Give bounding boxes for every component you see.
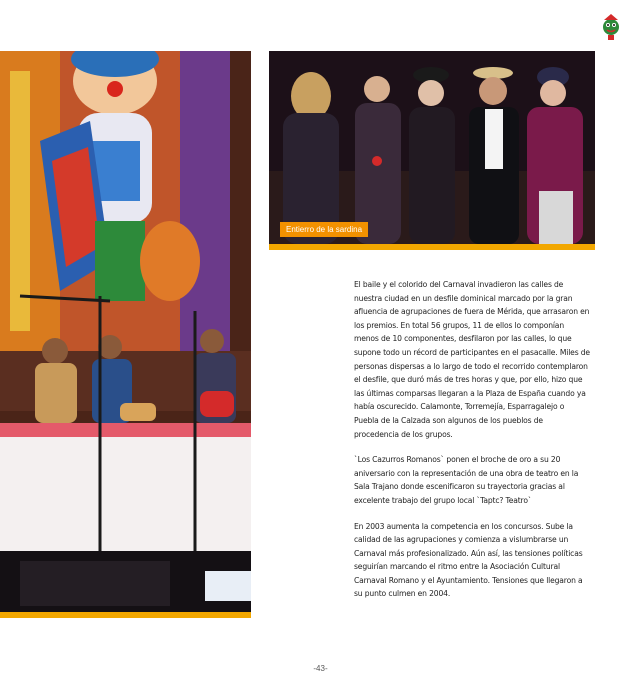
photo-caption: Entierro de la sardina bbox=[280, 222, 368, 237]
page-number: -43- bbox=[313, 664, 328, 673]
group-photo bbox=[269, 51, 595, 244]
stage-photo bbox=[0, 51, 251, 612]
carnival-mascot-icon bbox=[600, 14, 622, 40]
group-illustration bbox=[269, 51, 595, 244]
right-accent-bar bbox=[269, 244, 595, 250]
stage-illustration bbox=[0, 51, 251, 612]
left-accent-bar bbox=[0, 612, 251, 618]
paragraph: En 2003 aumenta la competencia en los concursos. Sube la calidad de las agrupaciones y comienza a vislumbrarse un Carnaval más profesionalizado. Aún así, las tensiones políticas seguirían marcando el ritmo entre la Asociación Cultural Carnaval Romano y el Ayuntamiento. Tensiones que llegaron a su punto culmen en 2004. bbox=[354, 521, 583, 599]
paragraph: `Los Cazurros Romanos` ponen el broche de oro a su 20 aniversario con la representación de una obra de teatro en la Sala Trajano donde escenificaron su trayectoria gracias al excelente trabajo del grupo local `Taptc? Teatro` bbox=[354, 455, 579, 505]
article-body bbox=[354, 278, 590, 613]
paragraph: El baile y el colorido del Carnaval invadieron las calles de nuestra ciudad en un desfile dominical marcado por la gran afluencia de agrupaciones de fuera de Mérida, que arrasaron en los premios. En total 56 grupos, 11 de ellos lo componían menos de 10 componentes, desfilaron por las calles, lo que supone todo un récord de participantes en el pasacalle. Miles de personas dispersas a lo largo de todo el recorrido contemplaron el desfile, que duró más de tres horas y que, por ello, hizo que las últimas comparsas llegaran a la Plaza de España cuando ya había oscurecido. Calamonte, Torremejía, Esparragalejo o Puebla de la Calzada son algunos de los pueblos de procedencia de los grupos. bbox=[354, 280, 590, 439]
